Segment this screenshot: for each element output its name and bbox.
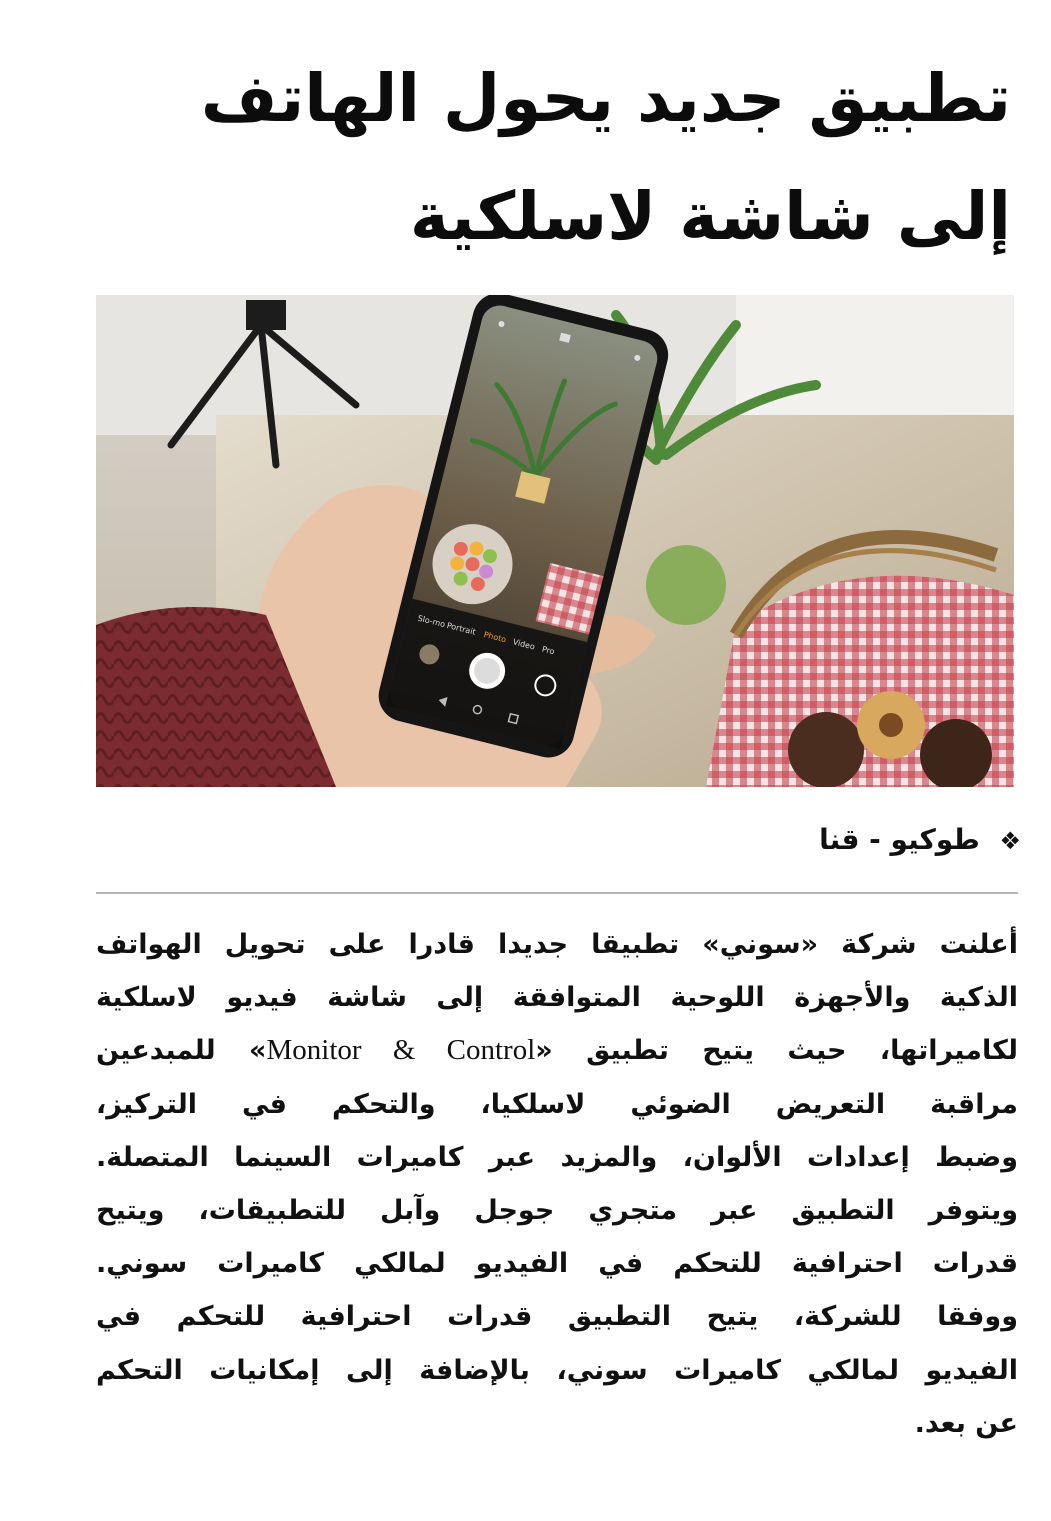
body-line-3-end: » للمبدعين — [96, 1035, 267, 1067]
body-line-4: مراقبة التعريض الضوئي لاسلكيا، والتحكم في التركيز، — [96, 1088, 1018, 1120]
camera-mode-photo: Photo — [482, 630, 508, 645]
section-divider — [96, 892, 1018, 894]
body-line-9: الفيديو لمالكي كاميرات سوني، بالإضافة إلى إمكانيات التحكم — [96, 1354, 1018, 1386]
body-line-1: أعلنت شركة «سوني» تطبيقا جديدا قادرا على تحويل الهواتف — [96, 929, 1018, 960]
app-name: Monitor & Control — [266, 1034, 536, 1067]
body-line-3-start: لكاميراتها، حيث يتيح تطبيق « — [535, 1035, 1018, 1067]
body-line-8: ووفقا للشركة، يتيح التطبيق قدرات احترافية للتحكم في — [96, 1301, 1018, 1333]
camera-mode-slomo: Slo-mo — [416, 613, 447, 630]
body-line-7: قدرات احترافية للتحكم في الفيديو لمالكي كاميرات سوني. — [96, 1248, 1018, 1280]
diamond-bullet-icon: ❖ — [999, 827, 1021, 855]
camera-mode-video: Video — [511, 637, 536, 652]
camera-mode-pro: Pro — [540, 644, 556, 657]
article-body — [96, 918, 1018, 1450]
headline-line-1: تطبيق جديد يحول الهاتف — [200, 60, 1011, 137]
headline-line-2: إلى شاشة لاسلكية — [409, 178, 1011, 255]
body-line-10: عن بعد. — [914, 1407, 1018, 1439]
camera-mode-portrait: Portrait — [445, 620, 477, 637]
dateline — [819, 818, 1021, 863]
dateline-text: طوكيو - قنا — [819, 823, 980, 856]
body-line-2: الذكية والأجهزة اللوحية المتوافقة إلى شاشة فيديو لاسلكية — [96, 982, 1018, 1014]
article-photo — [96, 295, 1014, 787]
headline — [41, 40, 1011, 276]
body-line-6: ويتوفر التطبيق عبر متجري جوجل وآبل للتطبيقات، ويتيح — [96, 1194, 1018, 1226]
body-line-3 — [96, 1024, 1018, 1077]
body-line-5: وضبط إعدادات الألوان، والمزيد عبر كاميرات السينما المتصلة. — [96, 1141, 1018, 1173]
